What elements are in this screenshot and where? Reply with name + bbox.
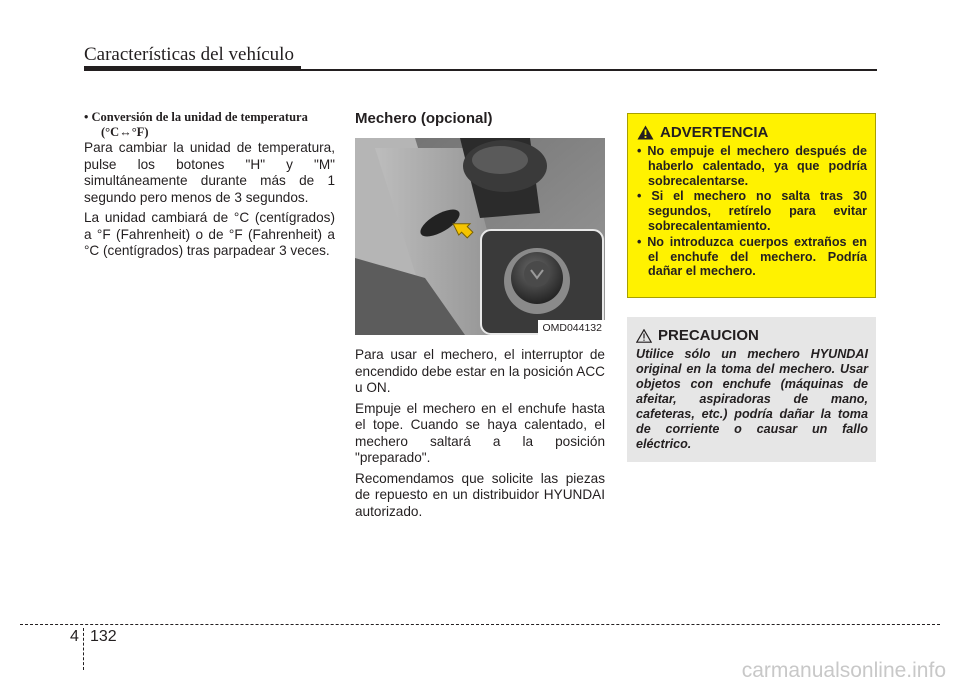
page-number: 132 xyxy=(90,628,117,645)
warning-item: • No introduzca cuerpos extraños en el enchufe del mechero. Podría dañar el mechero. xyxy=(637,234,867,279)
footer-divider xyxy=(20,624,940,625)
paragraph: Empuje el mechero en el enchufe hasta el tope. Cuando se haya calentado, el mechero saltará a la posición "preparado". xyxy=(355,400,605,465)
warning-box xyxy=(627,113,876,298)
warning-title-row xyxy=(637,124,867,141)
chapter-number: 4 xyxy=(70,628,79,645)
cigarette-lighter-figure xyxy=(355,138,605,335)
left-column xyxy=(84,110,335,264)
caution-box xyxy=(627,317,876,462)
warning-title: ADVERTENCIA xyxy=(660,124,769,141)
caution-title-row xyxy=(636,327,868,344)
middle-column xyxy=(355,110,605,524)
header-rule-thin xyxy=(301,69,877,71)
caution-title: PRECAUCION xyxy=(658,327,759,344)
watermark: carmanualsonline.info xyxy=(741,659,946,682)
footer-vertical-divider xyxy=(83,628,84,670)
header-title: Características del vehículo xyxy=(84,44,294,65)
heading-line-2: (°C↔°F) xyxy=(101,125,149,139)
heading-line-1: • Conversión de la unidad de temperatura xyxy=(84,110,308,124)
paragraph: Para cambiar la unidad de temperatura, pulse los botones "H" y "M" simultáneamente durante más de 1 segundo pero menos de 3 segundos. xyxy=(84,140,335,205)
lighter-illustration xyxy=(355,138,605,335)
paragraph: Para usar el mechero, el interruptor de encendido debe estar en la posición ACC u ON. xyxy=(355,347,605,395)
caution-triangle-icon xyxy=(636,329,652,343)
caution-text: Utilice sólo un mechero HYUNDAI original en la toma del mechero. Usar objetos con enchufe (máquinas de afeitar, aspiradoras de mano, cafeteras, etc.) podría dañar la toma de corriente o causar un fallo eléctrico. xyxy=(636,347,868,451)
paragraph: La unidad cambiará de °C (centígrados) a °F (Fahrenheit) o de °F (Fahrenheit) a °C (centígrados) tras parpadear 3 veces. xyxy=(84,210,335,258)
warning-item: • No empuje el mechero después de haberlo calentado, ya que podría sobrecalentarse. xyxy=(637,144,867,188)
warning-triangle-icon xyxy=(637,125,654,140)
temperature-conversion-heading xyxy=(84,110,335,140)
paragraph: Recomendamos que solicite las piezas de repuesto en un distribuidor HYUNDAI autorizado. xyxy=(355,470,605,519)
section-title: Mechero (opcional) xyxy=(355,110,493,127)
warning-item: • Si el mechero no salta tras 30 segundos, retírelo para evitar sobrecalentamiento. xyxy=(637,189,867,233)
header-rule-thick xyxy=(84,66,301,71)
figure-code: OMD044132 xyxy=(538,320,605,335)
warning-list xyxy=(637,144,867,279)
